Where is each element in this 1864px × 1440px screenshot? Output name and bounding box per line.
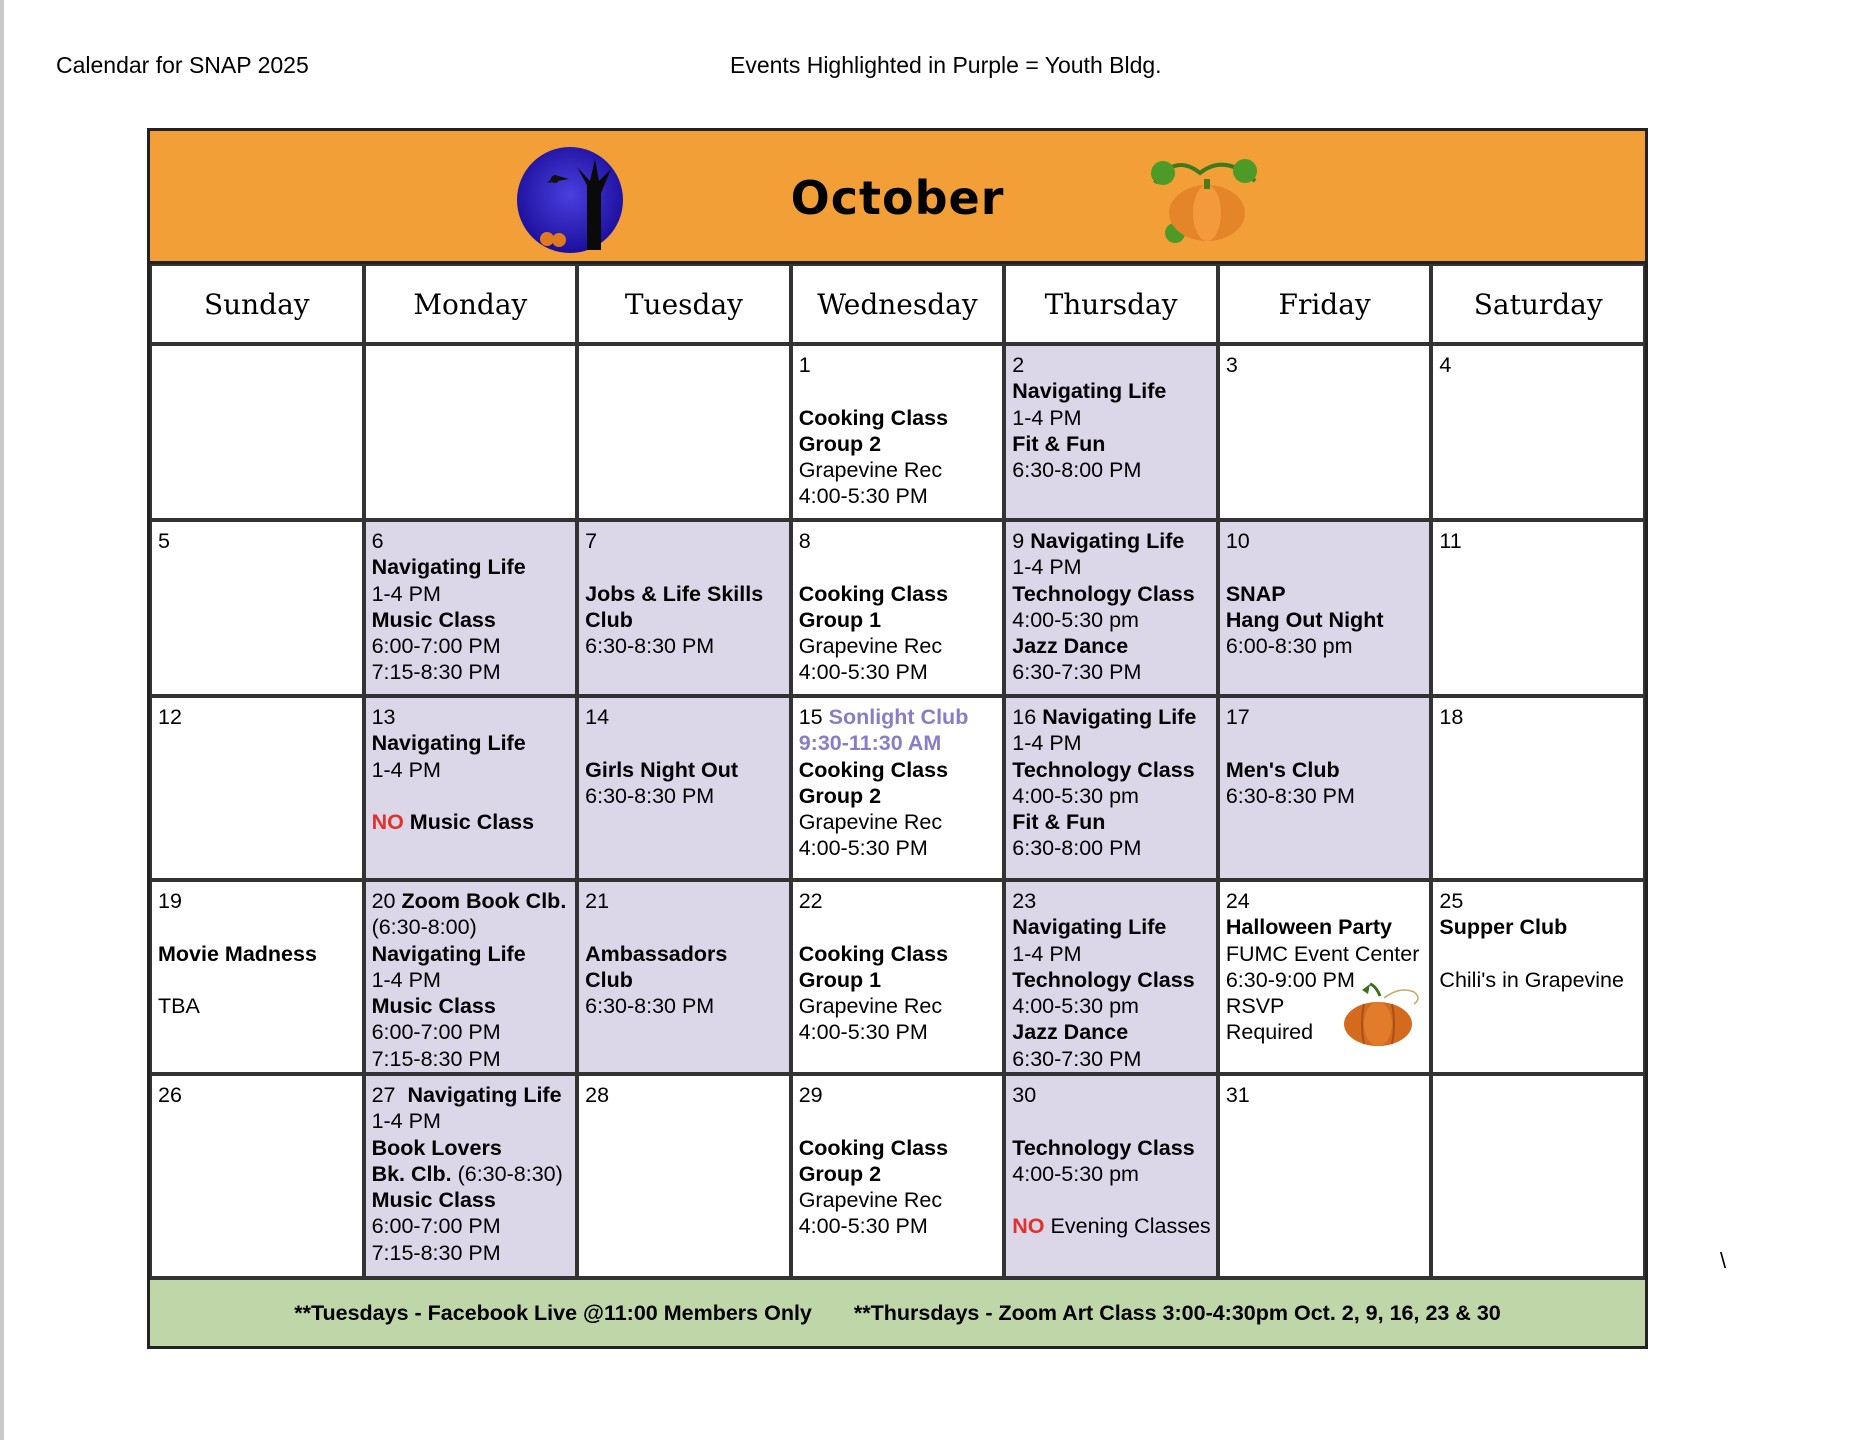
event-title: Group 2 [798,431,882,456]
day-cell-9 [1004,520,1218,696]
day-cell-1 [791,344,1005,520]
dayname-monday: Monday [364,264,578,344]
event-title: Group 2 [798,1161,882,1186]
event-title: Group 1 [798,607,882,632]
day-cell-2 [1004,344,1218,520]
day-number: 15 [798,705,823,729]
no-label: NO [1012,1214,1045,1239]
event-time: 4:00-5:30 PM [798,1214,928,1239]
day-number: 29 [798,1083,823,1107]
day-number: 9 [1012,529,1025,553]
event-title: Navigating Life [407,1083,562,1107]
week-row-5 [150,1074,1645,1278]
event-title: Technology Class [1012,757,1195,782]
event-time: 6:00-7:00 PM [371,1214,501,1239]
day-cell-29 [791,1074,1005,1278]
event-time: (6:30-8:00) [371,915,477,940]
day-number: 3 [1225,353,1238,377]
day-name-row [150,264,1645,344]
event-title: Jazz Dance [1012,1020,1129,1045]
day-cell-6 [364,520,578,696]
event-location: Grapevine Rec [798,994,943,1019]
event-time: 6:30-8:00 PM [1012,458,1142,483]
event-title: Sonlight Club [828,705,969,729]
event-title: Bk. Clb. [371,1161,452,1186]
day-cell-8 [791,520,1005,696]
day-number: 17 [1225,705,1250,729]
event-location: Grapevine Rec [798,458,943,483]
event-time: 6:30-9:00 PM [1225,967,1355,992]
calendar-table [147,128,1648,1349]
event-time: 6:30-8:30 PM [585,783,715,808]
event-title: Navigating Life [1042,705,1197,729]
page-left-edge [0,0,4,1440]
day-number: 1 [798,353,811,377]
event-time: 4:00-5:30 pm [1012,783,1139,808]
event-title: Navigating Life [371,731,526,756]
day-number: 23 [1012,889,1037,913]
dayname-friday: Friday [1218,264,1432,344]
week-row-2 [150,520,1645,696]
day-cell-21 [577,880,791,1074]
event-time: 4:00-5:30 pm [1012,607,1139,632]
day-cell-18 [1431,696,1645,880]
day-number: 20 [371,889,396,913]
event-time: 7:15-8:30 PM [371,1046,501,1071]
day-cell-19 [150,880,364,1074]
no-label: NO [371,810,404,835]
event-time: 4:00-5:30 PM [798,660,928,685]
day-cell-16 [1004,696,1218,880]
event-title: Fit & Fun [1012,431,1106,456]
day-number: 22 [798,889,823,913]
event-time: 6:30-8:30 PM [585,634,715,659]
event-time: 1-4 PM [1012,405,1082,430]
day-number: 18 [1439,705,1464,729]
event-title: Club [585,607,633,632]
event-note: Required [1225,1020,1314,1045]
event-title: Navigating Life [371,941,526,966]
page-title: Calendar for SNAP 2025 [56,52,309,78]
week-row-4 [150,880,1645,1074]
event-time: (6:30-8:30) [457,1161,563,1186]
day-cell-30 [1004,1074,1218,1278]
event-time: 4:00-5:30 pm [1012,1161,1139,1186]
event-time: 6:00-7:00 PM [371,1020,501,1045]
event-time: 6:00-8:30 pm [1225,634,1353,659]
event-time: 4:00-5:30 PM [798,484,928,509]
event-title: Music Class [371,607,496,632]
event-title: Navigating Life [371,555,526,580]
event-title: Group 2 [798,783,882,808]
day-number: 24 [1225,889,1250,913]
day-cell-3 [1218,344,1432,520]
event-title: Ambassadors [585,941,728,966]
event-title: Music Class [371,994,496,1019]
day-cell [1431,1074,1645,1278]
event-title: Music Class [409,810,535,835]
event-time: 6:30-7:30 PM [1012,660,1142,685]
day-number: 30 [1012,1083,1037,1107]
event-title: Cooking Class [798,405,949,430]
day-cell-26 [150,1074,364,1278]
event-title: Evening Classes [1050,1214,1211,1239]
event-time: 6:30-7:30 PM [1012,1046,1142,1071]
event-title: Navigating Life [1030,529,1185,553]
day-number: 10 [1225,529,1250,553]
event-title: Navigating Life [1012,379,1167,404]
day-number: 19 [158,889,182,913]
footer-note-tuesdays: **Tuesdays - Facebook Live @11:00 Members Only [294,1300,812,1325]
day-number: 26 [158,1083,182,1107]
event-time: 1-4 PM [371,757,441,782]
day-cell-13 [364,696,578,880]
event-time: 1-4 PM [1012,731,1082,756]
event-time: 4:00-5:30 PM [798,1020,928,1045]
dayname-sunday: Sunday [150,264,364,344]
event-time: 1-4 PM [371,581,441,606]
week-row-3 [150,696,1645,880]
day-number: 7 [585,529,598,553]
event-time: 4:00-5:30 pm [1012,994,1139,1019]
month-title: October [790,171,1005,225]
day-number: 21 [585,889,610,913]
day-number: 14 [585,705,610,729]
event-location: FUMC Event Center [1225,941,1420,966]
event-title: Technology Class [1012,1135,1195,1160]
event-time: 1-4 PM [371,967,441,992]
event-time: 6:00-7:00 PM [371,634,501,659]
event-time: 9:30-11:30 AM [798,731,942,756]
day-cell-22 [791,880,1005,1074]
day-number: 12 [158,705,182,729]
event-time: 7:15-8:30 PM [371,1240,501,1265]
event-title: Halloween Party [1225,915,1392,940]
event-title: SNAP [1225,581,1286,606]
day-cell-12 [150,696,364,880]
day-number: 11 [1439,529,1462,553]
event-location: Chili's in Grapevine [1439,967,1624,992]
event-title: Club [585,967,633,992]
stray-mark: \ [1720,1248,1727,1273]
pumpkin-icon [1340,982,1424,1048]
event-time: 1-4 PM [1012,941,1082,966]
day-number: 13 [371,705,396,729]
event-title: Zoom Book Clb. [401,889,567,913]
month-banner [150,131,1645,264]
event-time: 7:15-8:30 PM [371,660,501,685]
day-number: 2 [1012,353,1025,377]
day-number: 4 [1439,353,1452,377]
event-title: Navigating Life [1012,915,1167,940]
day-cell-24 [1218,880,1432,1074]
day-number: 25 [1439,889,1464,913]
event-location: Grapevine Rec [798,810,943,835]
event-title: Music Class [371,1188,496,1213]
day-number: 16 [1012,705,1037,729]
day-cell-10 [1218,520,1432,696]
event-location: Grapevine Rec [798,1188,943,1213]
dayname-thursday: Thursday [1004,264,1218,344]
day-cell-28 [577,1074,791,1278]
event-location: TBA [158,994,200,1019]
day-cell-27 [364,1074,578,1278]
event-title: Cooking Class [798,1135,949,1160]
day-cell-4 [1431,344,1645,520]
day-cell-14 [577,696,791,880]
day-cell-23 [1004,880,1218,1074]
dayname-saturday: Saturday [1431,264,1645,344]
event-title: Cooking Class [798,757,949,782]
event-title: Men's Club [1225,757,1340,782]
event-location: Grapevine Rec [798,634,943,659]
day-number: 6 [371,529,384,553]
event-time: 4:00-5:30 PM [798,836,928,861]
day-cell-31 [1218,1074,1432,1278]
event-title: Jazz Dance [1012,634,1129,659]
event-title: Jobs & Life Skills [585,581,764,606]
legend-note: Events Highlighted in Purple = Youth Bldg. [730,52,1162,78]
event-title: Fit & Fun [1012,810,1106,835]
event-time: 1-4 PM [1012,555,1082,580]
event-time: 6:30-8:00 PM [1012,836,1142,861]
event-title: Technology Class [1012,967,1195,992]
day-cell [150,344,364,520]
day-cell-25 [1431,880,1645,1074]
footer-note-thursdays: **Thursdays - Zoom Art Class 3:00-4:30pm Oct. 2, 9, 16, 23 & 30 [853,1300,1501,1325]
day-cell-5 [150,520,364,696]
pumpkin-vine-icon [1145,143,1265,255]
dayname-tuesday: Tuesday [577,264,791,344]
event-title: Supper Club [1439,915,1568,940]
day-number: 31 [1225,1083,1250,1107]
day-cell-17 [1218,696,1432,880]
event-time: 1-4 PM [371,1109,441,1134]
day-cell [364,344,578,520]
event-title: Cooking Class [798,581,949,606]
day-number: 28 [585,1083,610,1107]
week-row-1 [150,344,1645,520]
day-cell [577,344,791,520]
event-time: 6:30-8:30 PM [1225,783,1355,808]
day-cell-20 [364,880,578,1074]
footer-notes [150,1278,1645,1346]
day-cell-7 [577,520,791,696]
day-number: 8 [798,529,811,553]
day-number: 27 [371,1083,396,1107]
day-cell-15 [791,696,1005,880]
event-title: Technology Class [1012,581,1195,606]
event-title: Cooking Class [798,941,949,966]
day-number: 5 [158,529,170,553]
event-title: Book Lovers [371,1135,502,1160]
day-cell-11 [1431,520,1645,696]
event-title: Hang Out Night [1225,607,1384,632]
event-title: Girls Night Out [585,757,739,782]
event-title: Movie Madness [158,941,317,966]
event-title: Group 1 [798,967,882,992]
event-note: RSVP [1225,994,1285,1019]
event-time: 6:30-8:30 PM [585,994,715,1019]
dayname-wednesday: Wednesday [791,264,1005,344]
